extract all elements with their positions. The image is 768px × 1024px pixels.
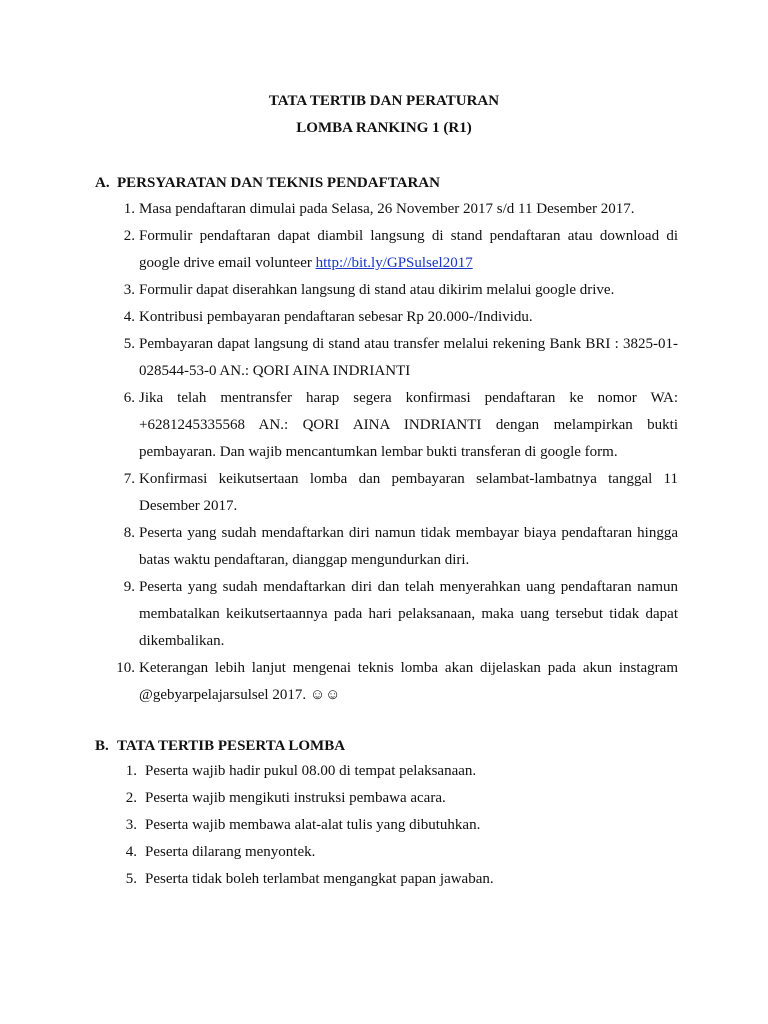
list-item [123,277,678,304]
item-text [139,223,678,277]
item-number: 3. [125,817,137,833]
item-number: 10. [116,660,135,676]
item-number: 4. [123,309,135,325]
section-a-heading [95,174,440,192]
item-number: 7. [123,471,135,487]
list-item [123,520,678,574]
item-text: Peserta tidak boleh terlambat mengangkat papan jawaban. [145,871,494,887]
item-number: 2. [123,228,135,244]
item-number: 1. [123,201,135,217]
item-number: 5. [123,336,135,352]
item-number: 1. [125,763,137,779]
list-item [123,196,678,223]
section-b-letter: B. [95,738,109,754]
item-text: Masa pendaftaran dimulai pada Selasa, 26 November 2017 s/d 11 Desember 2017. [139,201,635,217]
list-item [125,866,675,893]
section-b-list [125,758,675,893]
item-number: 2. [125,790,137,806]
item-text-body: Formulir pendaftaran dapat diambil langsung di stand pendaftaran atau download di google drive email volunteer [139,228,678,271]
section-b-heading [95,737,345,755]
item-text: Pembayaran dapat langsung di stand atau transfer melalui rekening Bank BRI : 3825-01-028544-53-0 AN.: QORI AINA INDRIANTI [139,336,678,379]
item-text: Formulir dapat diserahkan langsung di stand atau dikirim melalui google drive. [139,282,615,298]
list-item [123,304,678,331]
section-a-list [116,196,678,709]
item-text: Jika telah mentransfer harap segera konfirmasi pendaftaran ke nomor WA: +6281245335568 AN.: QORI AINA INDRIANTI dengan melampirkan bukti pembayaran. Dan wajib mencantumkan lembar bukti transferan di google form. [139,390,678,460]
item-text: Peserta dilarang menyontek. [145,844,316,860]
list-item [125,785,675,812]
item-text: Peserta wajib membawa alat-alat tulis yang dibutuhkan. [145,817,481,833]
item-number: 5. [125,871,137,887]
item-number: 6. [123,390,135,406]
list-item [123,331,678,385]
item-text: Peserta yang sudah mendaftarkan diri namun tidak membayar biaya pendaftaran hingga batas waktu pendaftaran, dianggap mengundurkan diri. [139,525,678,568]
list-item [116,655,678,709]
list-item [123,574,678,655]
item-text: Peserta wajib mengikuti instruksi pembawa acara. [145,790,446,806]
item-text: Keterangan lebih lanjut mengenai teknis lomba akan dijelaskan pada akun instagram @gebyarpelajarsulsel 2017. ☺☺ [139,660,678,703]
list-item [125,758,675,785]
document-title: TATA TERTIB DAN PERATURAN [268,93,500,109]
item-number: 8. [123,525,135,541]
list-item [123,223,678,277]
item-number: 9. [123,579,135,595]
item-text: Kontribusi pembayaran pendaftaran sebesar Rp 20.000-/Individu. [139,309,533,325]
list-item [123,385,678,466]
item-number: 3. [123,282,135,298]
document-subtitle: LOMBA RANKING 1 (R1) [296,120,472,136]
item-text: Konfirmasi keikutsertaan lomba dan pembayaran selambat-lambatnya tanggal 11 Desember 2017. [139,471,678,514]
list-item [125,839,675,866]
item-text: Peserta yang sudah mendaftarkan diri dan telah menyerahkan uang pendaftaran namun membatalkan keikutsertaannya pada hari pelaksanaan, maka uang tersebut tidak dapat dikembalikan. [139,579,678,649]
section-b-title: TATA TERTIB PESERTA LOMBA [117,738,346,754]
section-a-title: PERSYARATAN DAN TEKNIS PENDAFTARAN [117,175,440,191]
google-drive-link[interactable]: http://bit.ly/GPSulsel2017 [315,255,473,271]
section-a-letter: A. [95,175,110,191]
list-item [123,466,678,520]
item-text: Peserta wajib hadir pukul 08.00 di tempat pelaksanaan. [145,763,477,779]
list-item [125,812,675,839]
item-number: 4. [125,844,137,860]
